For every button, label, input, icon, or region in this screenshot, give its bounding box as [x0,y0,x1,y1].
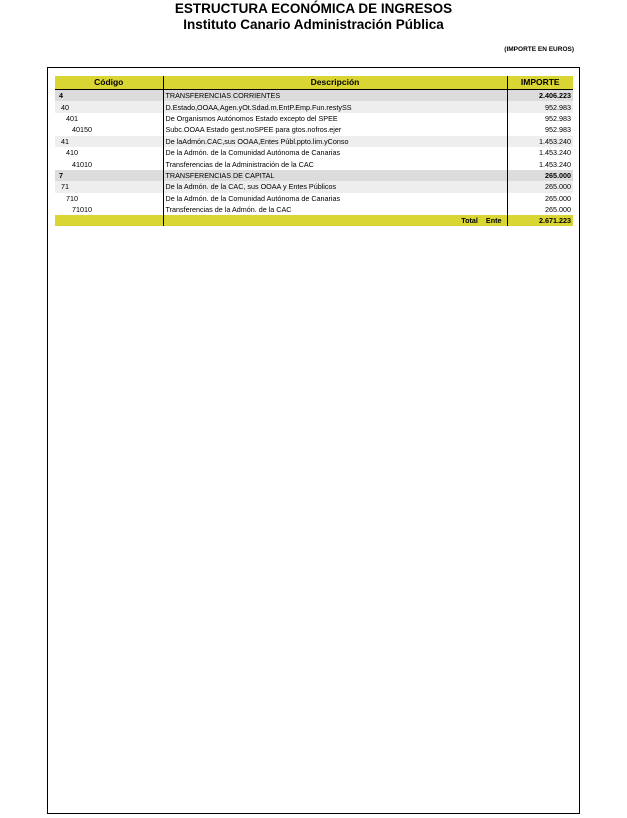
table-row [55,158,573,169]
row-description: De Organismos Autónomos Estado excepto del SPEE [163,113,507,124]
row-amount: 265.000 [507,204,573,215]
row-description: D.Estado,OOAA,Agen.yOt.Sdad.m.EntP.Emp.Fun.restySS [163,101,507,112]
row-amount: 1.453.240 [507,147,573,158]
income-structure-table [55,76,573,226]
page-subtitle: Instituto Canario Administración Pública [183,17,444,32]
row-description: De la Admón. de la Comunidad Autónoma de Canarias [163,193,507,204]
row-amount: 952.983 [507,113,573,124]
row-code: 41 [55,136,163,147]
total-amount: 2.671.223 [507,215,573,226]
row-amount: 952.983 [507,124,573,135]
row-description: De la Admón. de la Comunidad Autónoma de Canarias [163,147,507,158]
table-row [55,113,573,124]
row-code: 710 [55,193,163,204]
column-header-code: Código [55,76,163,90]
row-description: De la Admón. de la CAC, sus OOAA y Entes Públicos [163,181,507,192]
row-code: 40150 [55,124,163,135]
total-code-cell [55,215,163,226]
table-row [55,170,573,181]
total-entity-text: Ente [485,216,502,226]
total-label [163,215,507,226]
column-header-description: Descripción [163,76,507,90]
row-code: 71 [55,181,163,192]
total-row [55,215,573,226]
row-code: 7 [55,170,163,181]
row-code: 401 [55,113,163,124]
row-amount: 1.453.240 [507,136,573,147]
row-description: TRANSFERENCIAS DE CAPITAL [163,170,507,181]
table-row [55,124,573,135]
row-description: Subc.OOAA Estado gest.noSPEE para gtos.nofros.ejer [163,124,507,135]
row-amount: 1.453.240 [507,158,573,169]
row-code: 40 [55,101,163,112]
row-code: 41010 [55,158,163,169]
row-code: 4 [55,90,163,102]
row-description: De laAdmón.CAC,sus OOAA,Entes Públ.ppto.lim.yConso [163,136,507,147]
table-row [55,90,573,102]
column-header-amount: IMPORTE [507,76,573,90]
page-title: ESTRUCTURA ECONÓMICA DE INGRESOS [174,1,453,16]
table-row [55,193,573,204]
row-description: TRANSFERENCIAS CORRIENTES [163,90,507,102]
row-code: 410 [55,147,163,158]
table-row [55,136,573,147]
total-label-text: Total [461,216,478,226]
row-amount: 2.406.223 [507,90,573,102]
row-amount: 265.000 [507,193,573,204]
row-description: Transferencias de la Administración de la CAC [163,158,507,169]
table-row [55,181,573,192]
table-header-row [55,76,573,90]
unit-note: (IMPORTE EN EUROS) [504,46,574,53]
row-code: 71010 [55,204,163,215]
row-amount: 265.000 [507,170,573,181]
table-row [55,101,573,112]
table-row [55,204,573,215]
table-row [55,147,573,158]
row-amount: 952.983 [507,101,573,112]
row-amount: 265.000 [507,181,573,192]
row-description: Transferencias de la Admón. de la CAC [163,204,507,215]
